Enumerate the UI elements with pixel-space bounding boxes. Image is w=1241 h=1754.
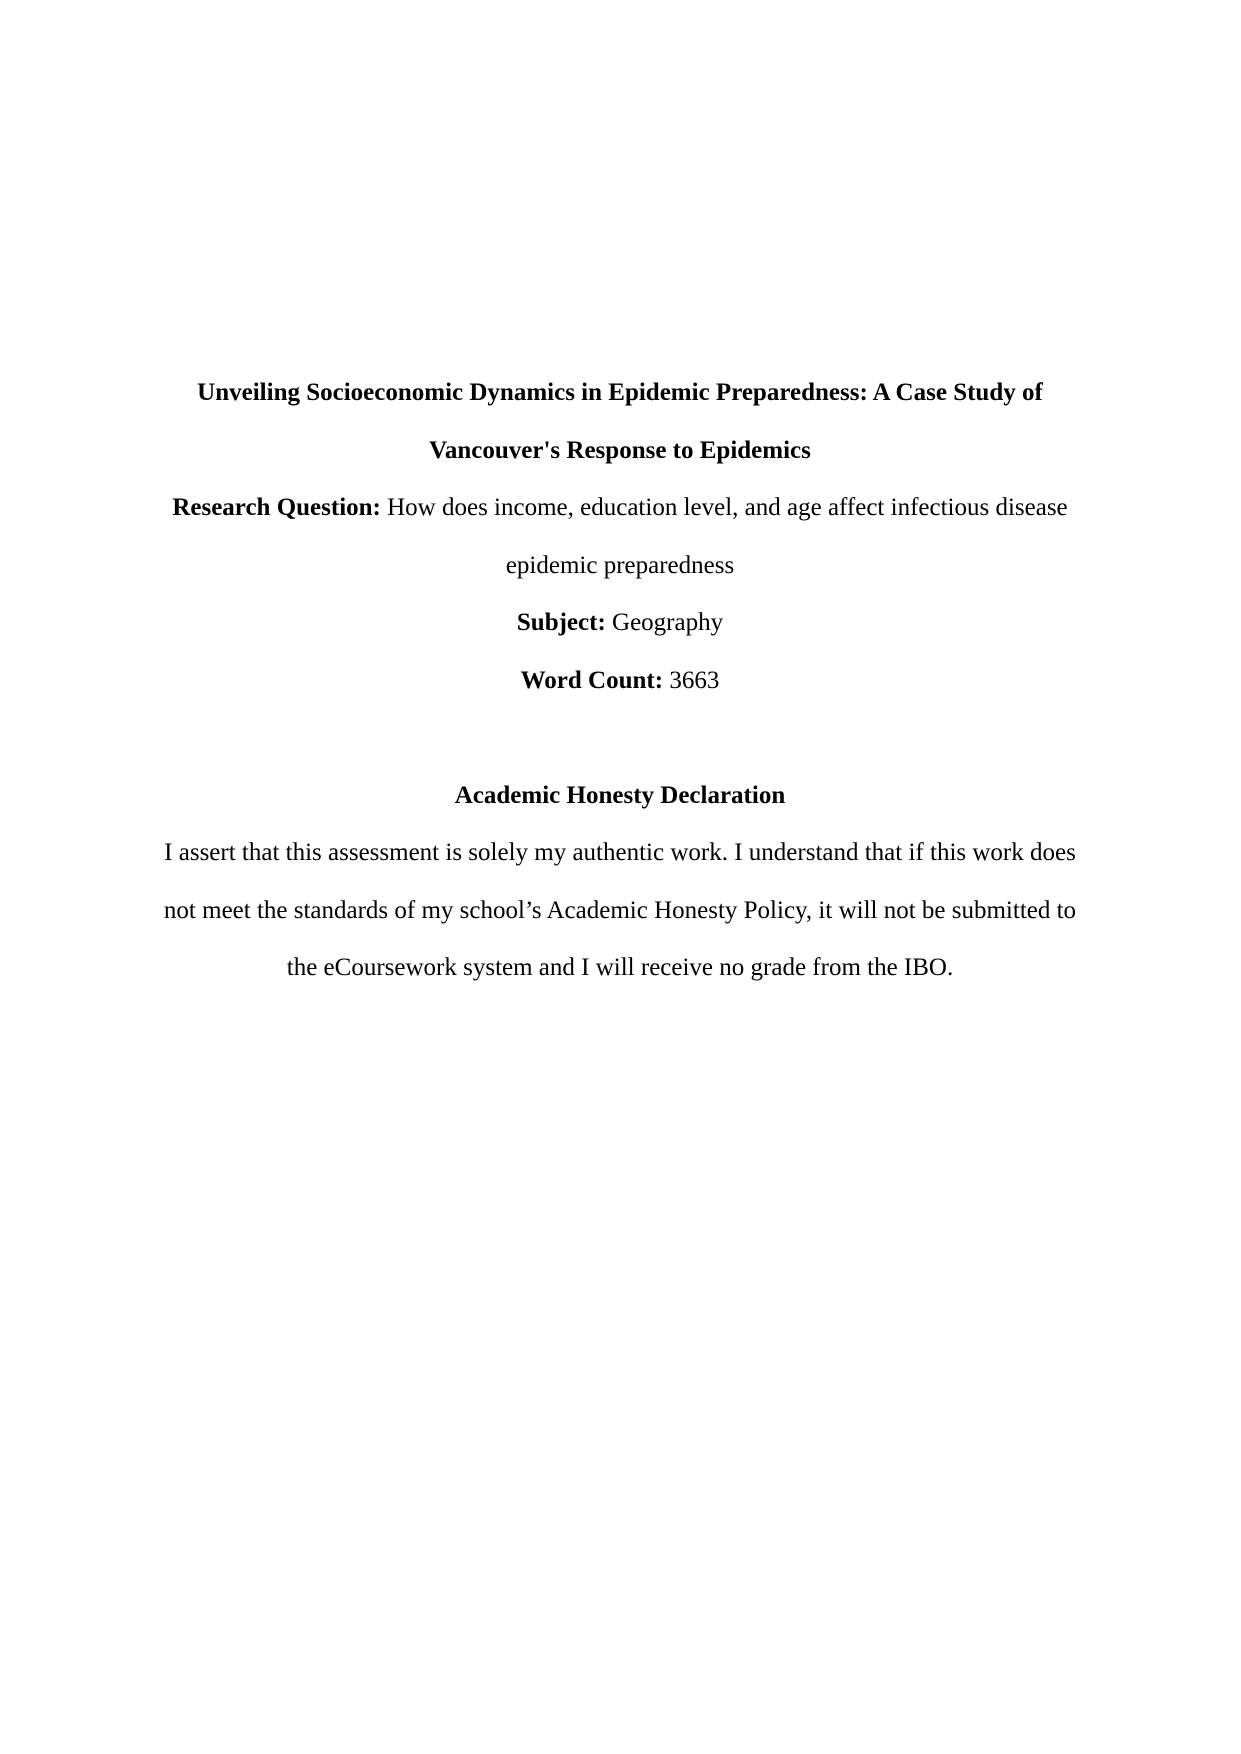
word-count (140, 652, 1100, 710)
research-question-text-2: epidemic preparedness (505, 551, 735, 579)
title-line-2: Vancouver's Response to Epidemics (429, 436, 811, 464)
section-spacer (140, 709, 1100, 767)
research-question (140, 479, 1100, 537)
declaration-line-1: I assert that this assessment is solely my authentic work. I understand that if this work does (164, 839, 1076, 866)
research-question-label: Research Question: (172, 494, 381, 521)
declaration-line-3: the eCoursework system and I will receive no grade from the IBO. (286, 954, 954, 981)
research-question-text-1: How does income, education level, and age affect infectious disease (380, 494, 1068, 521)
subject (140, 594, 1100, 652)
declaration-line-2: not meet the standards of my school’s Academic Honesty Policy, it will not be submitted to (163, 896, 1077, 924)
cover-content (140, 364, 1100, 997)
declaration-heading: Academic Honesty Declaration (454, 781, 786, 809)
word-count-value: 3663 (663, 666, 720, 694)
subject-label: Subject: (516, 609, 606, 636)
subject-value: Geography (605, 609, 724, 636)
word-count-label: Word Count: (520, 666, 664, 694)
title-line-1: Unveiling Socioeconomic Dynamics in Epidemic Preparedness: A Case Study of (197, 379, 1043, 406)
